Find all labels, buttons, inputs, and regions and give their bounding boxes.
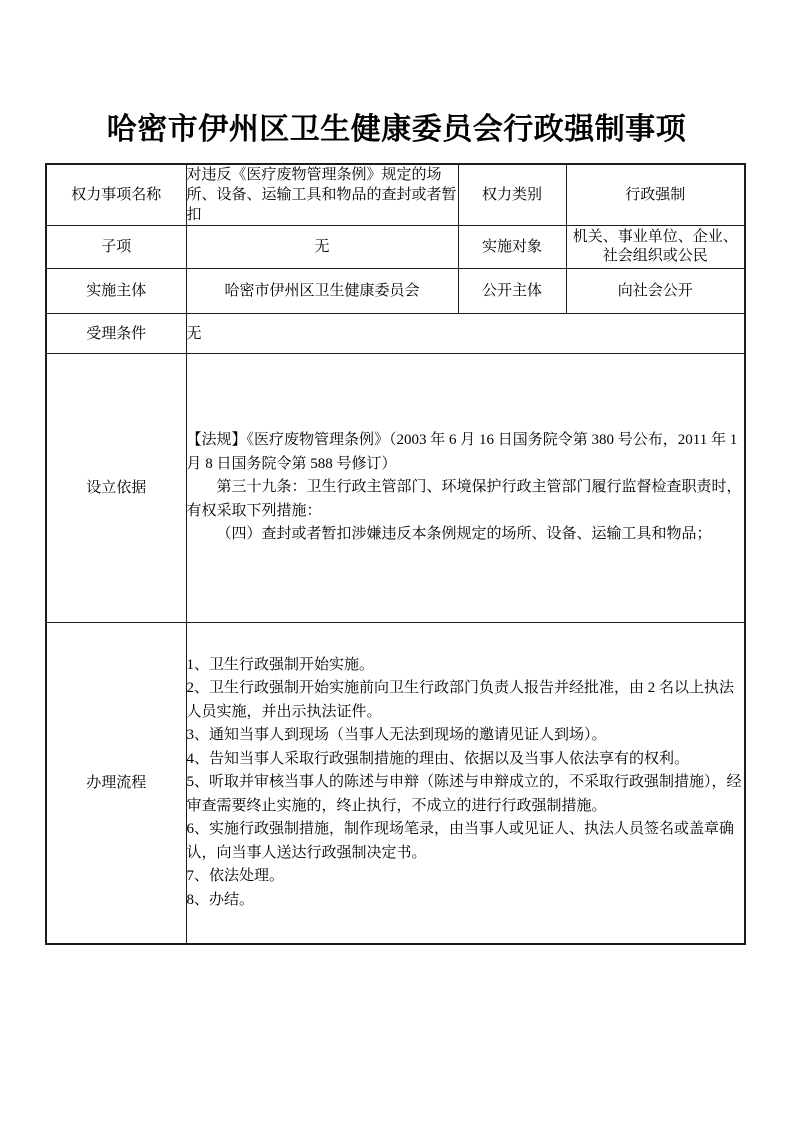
power-category-value: 行政强制 (566, 164, 745, 226)
legal-basis-paragraph: 第三十九条：卫生行政主管部门、环境保护行政主管部门履行监督检查职责时，有权采取下列措施： (186, 479, 742, 519)
implementing-body-label: 实施主体 (46, 269, 186, 314)
table-row (46, 226, 745, 269)
table-row (46, 314, 745, 354)
acceptance-conditions-value: 无 (186, 314, 745, 354)
table-row (46, 164, 745, 226)
process-flow-value (186, 623, 745, 944)
process-step: 6、实施行政强制措施，制作现场笔录，由当事人或见证人、执法人员签名或盖章确认，向当事人送达行政强制决定书。 (186, 821, 735, 861)
disclosure-body-label: 公开主体 (458, 269, 566, 314)
page-title: 哈密市伊州区卫生健康委员会行政强制事项 (106, 113, 687, 146)
disclosure-body-value: 向社会公开 (566, 269, 745, 314)
power-item-name-value: 对违反《医疗废物管理条例》规定的场所、设备、运输工具和物品的查封或者暂扣 (186, 164, 458, 226)
process-step: 3、通知当事人到现场（当事人无法到现场的邀请见证人到场）。 (186, 727, 607, 743)
table-row (46, 623, 745, 944)
process-step: 5、听取并审核当事人的陈述与申辩（陈述与申辩成立的，不采取行政强制措施），经审查需要终止实施的，终止执行，不成立的进行行政强制措施。 (186, 774, 742, 814)
table-row (46, 354, 745, 623)
implementation-target-value: 机关、事业单位、企业、社会组织或公民 (566, 226, 745, 269)
process-step: 2、卫生行政强制开始实施前向卫生行政部门负责人报告并经批准，由 2 名以上执法人员实施，并出示执法证件。 (186, 680, 735, 720)
implementing-body-value: 哈密市伊州区卫生健康委员会 (186, 269, 458, 314)
table-row (46, 269, 745, 314)
process-step: 8、办结。 (186, 891, 255, 908)
administrative-matter-table (45, 163, 746, 945)
legal-basis-value (186, 354, 745, 623)
legal-basis-paragraph: （四）查封或者暂扣涉嫌违反本条例规定的场所、设备、运输工具和物品； (216, 526, 712, 543)
sub-item-value: 无 (186, 226, 458, 269)
power-item-name-label: 权力事项名称 (46, 164, 186, 226)
power-category-label: 权力类别 (458, 164, 566, 226)
process-step: 1、卫生行政强制开始实施。 (186, 656, 375, 673)
process-step: 7、依法处理。 (186, 868, 285, 884)
implementation-target-label: 实施对象 (458, 226, 566, 269)
legal-basis-label: 设立依据 (46, 354, 186, 623)
sub-item-label: 子项 (46, 226, 186, 269)
process-step: 4、告知当事人采取行政强制措施的理由、依据以及当事人依法享有的权利。 (186, 750, 690, 767)
legal-basis-paragraph: 【法规】《医疗废物管理条例》（2003 年 6 月 16 日国务院令第 380 号公布，2011 年 1 月 8 日国务院令第 588 号修订） (186, 432, 738, 472)
process-flow-label: 办理流程 (46, 623, 186, 944)
acceptance-conditions-label: 受理条件 (46, 314, 186, 354)
